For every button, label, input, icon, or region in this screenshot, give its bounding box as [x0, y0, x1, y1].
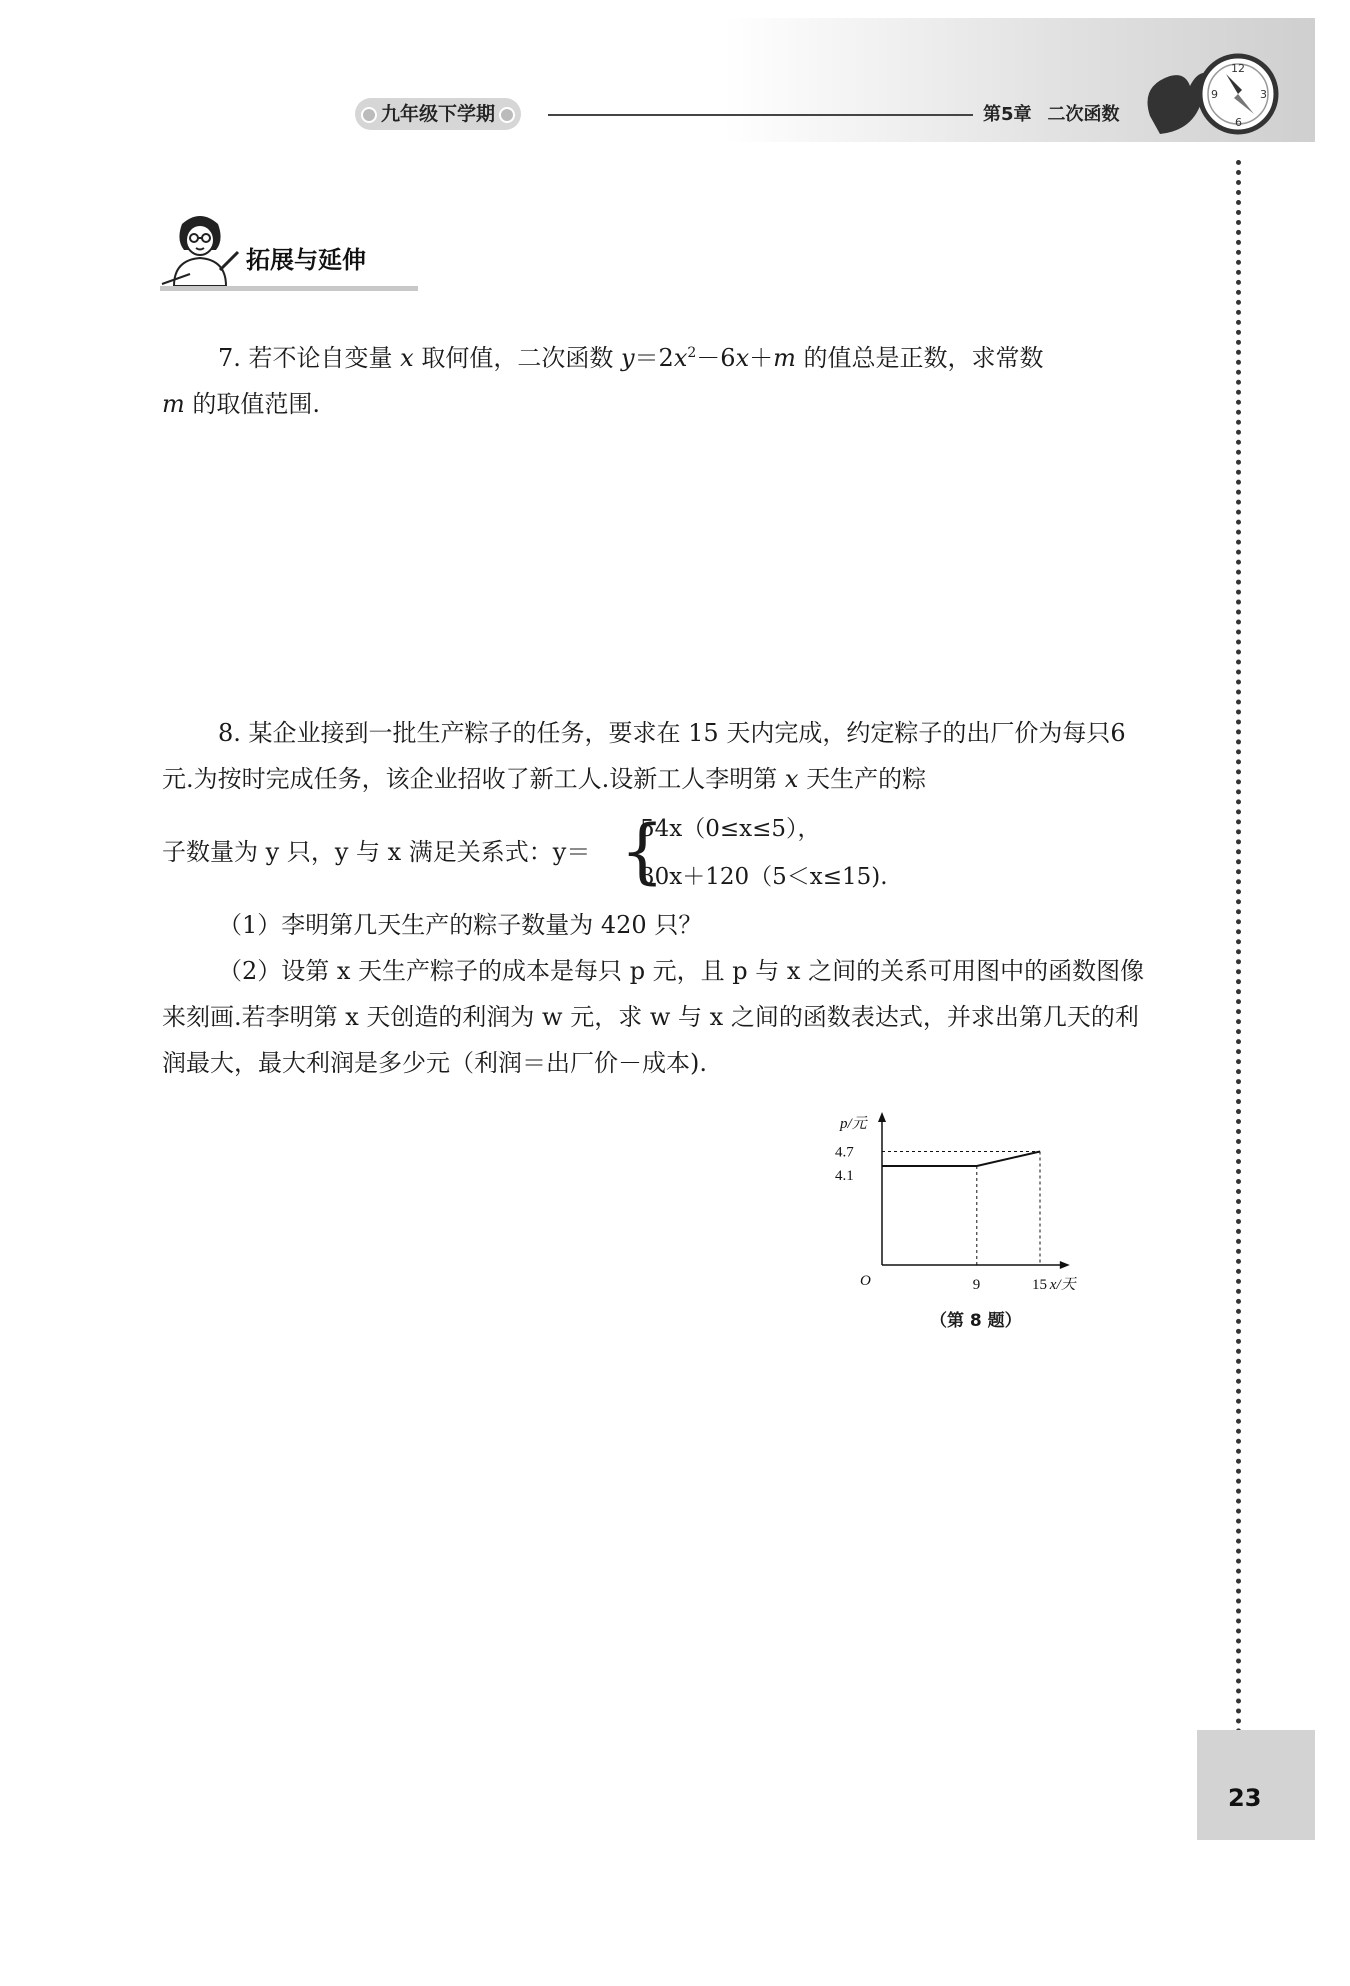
piecewise-case-2: 30x＋120（5＜x≤15).	[640, 864, 888, 890]
section-underline	[160, 286, 418, 291]
q7-var-x: x	[400, 344, 414, 372]
y-axis-arrow	[878, 1112, 886, 1122]
cost-function-graph	[830, 1110, 1130, 1290]
q7-text-c: 的值总是正数，求常数	[795, 344, 1044, 372]
page-number: 23	[1228, 1784, 1262, 1812]
chapter-number: 第5章	[983, 104, 1032, 125]
x-axis-label: x/天	[1049, 1277, 1076, 1290]
q7-func-square: 2	[687, 345, 697, 361]
piecewise-case-1: 54x（0≤x≤5），	[640, 816, 821, 842]
q7-text-a: 7. 若不论自变量	[218, 344, 401, 372]
q8-var-x: x	[784, 765, 799, 793]
svg-text:3: 3	[1260, 88, 1267, 101]
section-title: 拓展与延伸	[246, 246, 366, 274]
y-tick-label: 4.1	[835, 1167, 854, 1184]
teacher-icon	[160, 210, 240, 288]
q7-func-x2: x	[735, 344, 750, 372]
compass-runner-icon	[1130, 46, 1280, 142]
series-line	[882, 1151, 1040, 1165]
margin-dotted-rule	[1236, 160, 1241, 1735]
y-axis-label: p/元	[840, 1116, 867, 1132]
question-7	[162, 330, 1147, 427]
subquestion-1: （1）李明第几天生产的粽子数量为 420 只？	[218, 911, 703, 939]
svg-text:12: 12	[1231, 62, 1245, 75]
q7-func-rest: －6	[696, 344, 736, 372]
q7-func-eq: ＝2	[634, 344, 674, 372]
q7-func-m: m	[773, 344, 796, 372]
brace-icon: {	[620, 810, 665, 892]
piecewise-lead: 子数量为 y 只，y 与 x 满足关系式：y＝	[162, 838, 591, 866]
q7-var-m: m	[162, 390, 185, 418]
chapter-label	[983, 100, 1136, 126]
x-tick-label: 9	[972, 1277, 981, 1290]
origin-label: O	[860, 1273, 871, 1289]
y-tick-label: 4.7	[835, 1144, 854, 1161]
subquestion-2: （2）设第 x 天生产粽子的成本是每只 p 元，且 p 与 x 之间的关系可用图中的函数图像来刻画.若李明第 x 天创造的利润为 w 元，求 w 与 x 之间的函数表达式，并求出第几天的利润最大，最大利润是多少元（利润＝出厂价－成本).	[162, 957, 1145, 1077]
section-header	[160, 210, 420, 292]
q8-para1-b: 天生产的粽	[798, 765, 927, 793]
svg-text:6: 6	[1235, 116, 1242, 129]
svg-text:9: 9	[1211, 88, 1218, 101]
q7-text-d: 的取值范围.	[184, 390, 321, 418]
q7-func-plus: ＋	[749, 344, 774, 372]
figure-caption: （第 8 题）	[930, 1311, 1022, 1331]
x-tick-label: 15	[1032, 1277, 1047, 1290]
piecewise-function	[162, 810, 1062, 900]
grade-label: 九年级下学期	[355, 98, 521, 130]
q7-func-x: x	[673, 344, 688, 372]
chapter-title: 二次函数	[1047, 104, 1120, 125]
question-8	[162, 710, 1147, 802]
q8-para1-a: 8. 某企业接到一批生产粽子的任务，要求在 15 天内完成，约定粽子的出厂价为每只6 元.为按时完成任务，该企业招收了新工人.设新工人李明第	[162, 719, 1126, 793]
q7-func-y: y	[620, 344, 635, 372]
q7-text-b: 取何值，二次函数	[413, 344, 621, 372]
header-divider	[548, 114, 973, 116]
x-axis-arrow	[1060, 1261, 1070, 1269]
